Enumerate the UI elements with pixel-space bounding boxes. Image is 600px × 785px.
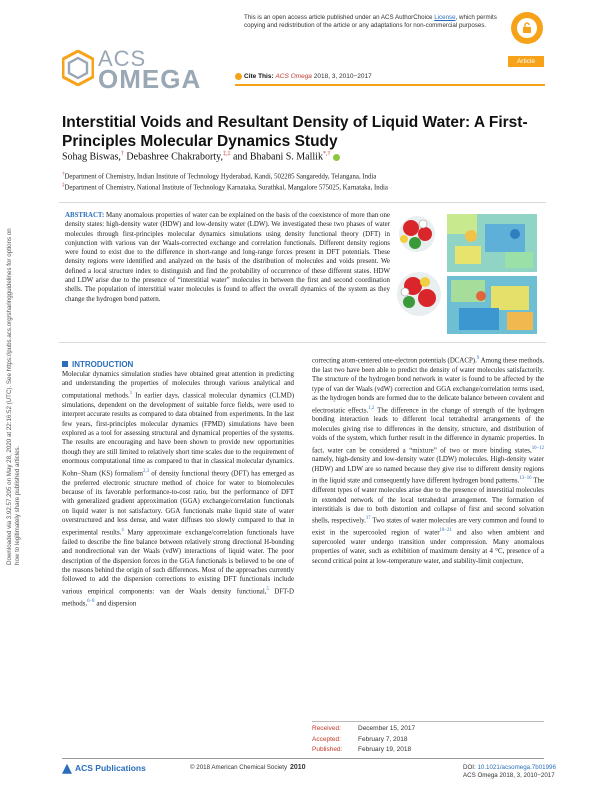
cite-label: Cite This:: [244, 73, 274, 81]
open-access-notice: [244, 14, 506, 30]
citation-ref[interactable]: 1: [129, 390, 133, 396]
acs-publications-icon: [62, 764, 72, 774]
cite-ref: 2018, 3, 2010−2017: [311, 73, 372, 81]
author-name[interactable]: and Bhabani S. Mallik: [230, 151, 323, 163]
date-label: Accepted:: [312, 735, 341, 743]
date-value: December 15, 2017: [358, 725, 416, 732]
intro-left-column: [62, 370, 294, 608]
author-list: [62, 151, 542, 162]
affiliation-2: [62, 183, 542, 191]
body-text: DFT-D methods,: [62, 588, 294, 607]
citation-ref[interactable]: 5: [266, 586, 269, 592]
author-name[interactable]: Sohag Biswas,: [62, 151, 121, 163]
citation-ref[interactable]: 4: [121, 527, 124, 533]
citation-ref[interactable]: 9: [476, 356, 480, 361]
download-side-note: [4, 225, 28, 565]
affiliation-1: [62, 172, 542, 180]
notice-text: This is an open access article published under an ACS AuthorChoice: [244, 14, 435, 21]
body-text: and dispersion: [94, 599, 137, 607]
intro-right-column: [312, 354, 544, 566]
body-text: namely, high-density and low-density water (LDW) molecules. High-density water (HDW) and LDW are so named because they give rise to different density regions in the liquid state and consequently have different hydrogen bond patterns.: [312, 456, 544, 485]
body-text: Among these methods, the last two have been able to predict the density of water molecules satisfactorily. The structure of the hydrogen bond network in water is found to be affected by the type of van der Waals (vdW) correction and GGA exchange/correlation terms used, as the hydrogen bonds are formed due to the delicate balance between covalent and electrostatic effects.: [312, 357, 544, 414]
aff-mark: †: [62, 172, 65, 177]
acs-publications-logo[interactable]: [62, 763, 146, 774]
journal-ref: ACS Omega 2018, 3, 2010−2017: [463, 771, 555, 779]
citation-ref[interactable]: 6−8: [87, 598, 95, 604]
author-mark: ‡,‡: [222, 151, 231, 157]
date-row: [312, 724, 544, 735]
section-heading: [62, 360, 133, 369]
cite-journal: ACS Omega: [275, 73, 312, 81]
abstract-body: Many anomalous properties of water can be explained on the basis of the coexistence of more than one density states: high-density water (HDW) and low-density water (LDW). We investigated these two phases of water molecules through first-principles molecular dynamics simulations using density functional theory (DFT) in conjunction with various van der Waals-corrected exchange and correlation functionals. Different density regions were found to exist due to the difference in short-range and long-range forces present in DFT potentials. These density regions were identified and analyzed on the basis of the distribution of molecules and voids present. We defined a local structure index to distinguish and find the probability of occurrence of these different states. HDW and LDW arise due to the presence of “interstitial water” molecules in between the first and second coordination shells. The population of interstitial water molecules is found to affect the overall dynamics of the system as they change the hydrogen bond pattern.: [65, 212, 390, 303]
body-text: and also when ambient and supercooled water undergo transition under compression. Many anomalous properties of water, such as exhibition of maximum density at 4 °C, presence of a second critical point at low-temperature water, and stability-limit conjecture,: [312, 529, 544, 565]
open-lock-icon: [517, 18, 537, 38]
body-text: In earlier days, classical molecular dynamics (CLMD) simulations, dependent on the development of suitable force fields, were used to interpret accurate results as compared to data obtained from experiments. In the last few years, first-principles molecular dynamics (FPMD) simulations have been explored as a tool for assessing structural and dynamical properties of the systems. The results are encouraging and have been shown to provide new opportunities though they are still limited to relatively short time scales due to the requirement of enormous computational time as compared to that in classical molecular dynamics. Kohn−Sham (KS) formalism: [62, 392, 294, 478]
side-note-text: Downloaded via 3.92.57.205 on May 28, 2020 at 22:16:52 (UTC). See https://pubs.acs.org/sharingguidelines for options on how to legitimately share published articles.: [6, 228, 21, 565]
abstract-label: ABSTRACT:: [65, 212, 105, 219]
toc-graphic: [395, 212, 541, 337]
cite-this[interactable]: [235, 73, 372, 80]
date-value: February 7, 2018: [358, 735, 408, 743]
footer-rule: [62, 758, 544, 759]
article-title: Interstitial Voids and Resultant Density of Liquid Water: A First-Principles Molecular Dynamics Study: [62, 114, 528, 150]
citation-ref[interactable]: 18−21: [439, 528, 452, 534]
aff-mark: ‡: [62, 183, 65, 188]
license-link[interactable]: License: [434, 14, 456, 21]
publisher-name: ACS Publications: [75, 763, 146, 773]
header-rule: [235, 84, 545, 86]
date-label: Published:: [312, 746, 343, 753]
doi-link[interactable]: 10.1021/acsomega.7b01996: [477, 764, 556, 771]
aff-text: Department of Chemistry, Indian Institute of Technology Hyderabad, Kandi, 502285 Sangareddy, Telangana, India: [64, 173, 377, 181]
copyright: © 2018 American Chemical Society: [190, 764, 288, 771]
body-text: The different types of water molecules arise due to the presence of interstitial molecules in extended network of the local tetrahedral arrangement. The formation of interstitials is due to both distortion and collapse of first and second solvation shells, respectively.: [312, 477, 545, 525]
acs-omega-logo-icon: [62, 50, 94, 86]
body-text: of density functional theory (DFT) has emerged as the preferred electronic structure method of choice for water to biomolecules because of its favorable performance-to-cost ratio, but the performance of DFT with generalized gradient approximation (GGA) exchange/correlation functionals on liquid water is not satisfactory. GGA functionals make liquid state of water overstructured and less dense, and water diffuses too slowly compared to that in experimental results.: [62, 470, 294, 537]
date-row: [312, 745, 544, 756]
logo-acs-text: ACS: [98, 46, 147, 71]
aff-text: Department of Chemistry, National Institute of Technology Karnataka, Surathkal, Mangalore 575025, Karnataka, India: [64, 184, 388, 192]
abstract-box: [59, 202, 546, 343]
author-name[interactable]: Debashree Chakraborty,: [123, 151, 223, 163]
citation-ref[interactable]: 2,3: [143, 468, 150, 474]
author-mark: *,†: [322, 151, 331, 157]
page-number: 2010: [290, 764, 306, 771]
density-map-top: [447, 214, 537, 272]
doi-block: [463, 764, 556, 779]
density-map-bottom: [447, 276, 537, 334]
date-value: February 19, 2018: [358, 746, 412, 753]
molecule-cluster-bottom: [397, 272, 441, 316]
molecule-cluster-top: [399, 216, 435, 252]
citation-ref[interactable]: 13−16: [519, 476, 532, 482]
citation-ref[interactable]: 17: [365, 516, 371, 522]
orcid-icon[interactable]: [333, 154, 340, 161]
open-access-badge: [511, 12, 543, 44]
citation-ref[interactable]: 10−12: [531, 445, 544, 451]
section-title: INTRODUCTION: [72, 360, 134, 369]
body-text: The difference in the change of strength of the hydrogen bonding interaction leads to different local tetrahedral arrangements of the molecules giving rise to differences in the density, structure, and distribution of voids of the system, which further result in the difference in dynamic properties. In fact, water can be considered a “mixture” of two or more binding states,: [312, 406, 545, 454]
cite-icon: [235, 73, 242, 80]
author-mark: †: [120, 151, 124, 157]
body-text: correcting atom-centered one-electron potentials (DCACP).: [312, 357, 477, 365]
date-label: Received:: [312, 725, 341, 732]
body-text: Molecular dynamics simulation studies have obtained great attention in predicting and understanding the properties of molecules through various analytical and computational methods.: [62, 371, 294, 400]
citation-ref[interactable]: 1,2: [368, 405, 375, 411]
publication-dates: [312, 721, 544, 756]
body-text: Many approximate exchange/correlation functionals have failed to describe the fine balance between relatively strong directional H-bonding and nondirectional van der Waals (vdW) interactions of liquid water. The poor description of the dispersion forces in the GGA functionals is believed to be one of the reasons behind the origin of such differences. Most of the approaches currently followed to add the dispersion corrections to existing DFT functionals include various empirical components: van der Waals density functional,: [62, 529, 295, 596]
doi-label: DOI:: [463, 764, 478, 771]
section-marker-icon: [62, 361, 68, 367]
abstract: [65, 211, 390, 304]
body-text: Two states of water molecules are very common and found to exist in the supercooled region of water: [312, 517, 544, 537]
logo-omega-text: OMEGA: [98, 64, 202, 94]
notice-text-end: , which permits copying and redistribution of the article or any adaptations for non-commercial purposes.: [244, 14, 497, 29]
article-type-tag: Article: [508, 56, 544, 67]
date-row: [312, 735, 544, 746]
journal-logo: [62, 44, 222, 92]
